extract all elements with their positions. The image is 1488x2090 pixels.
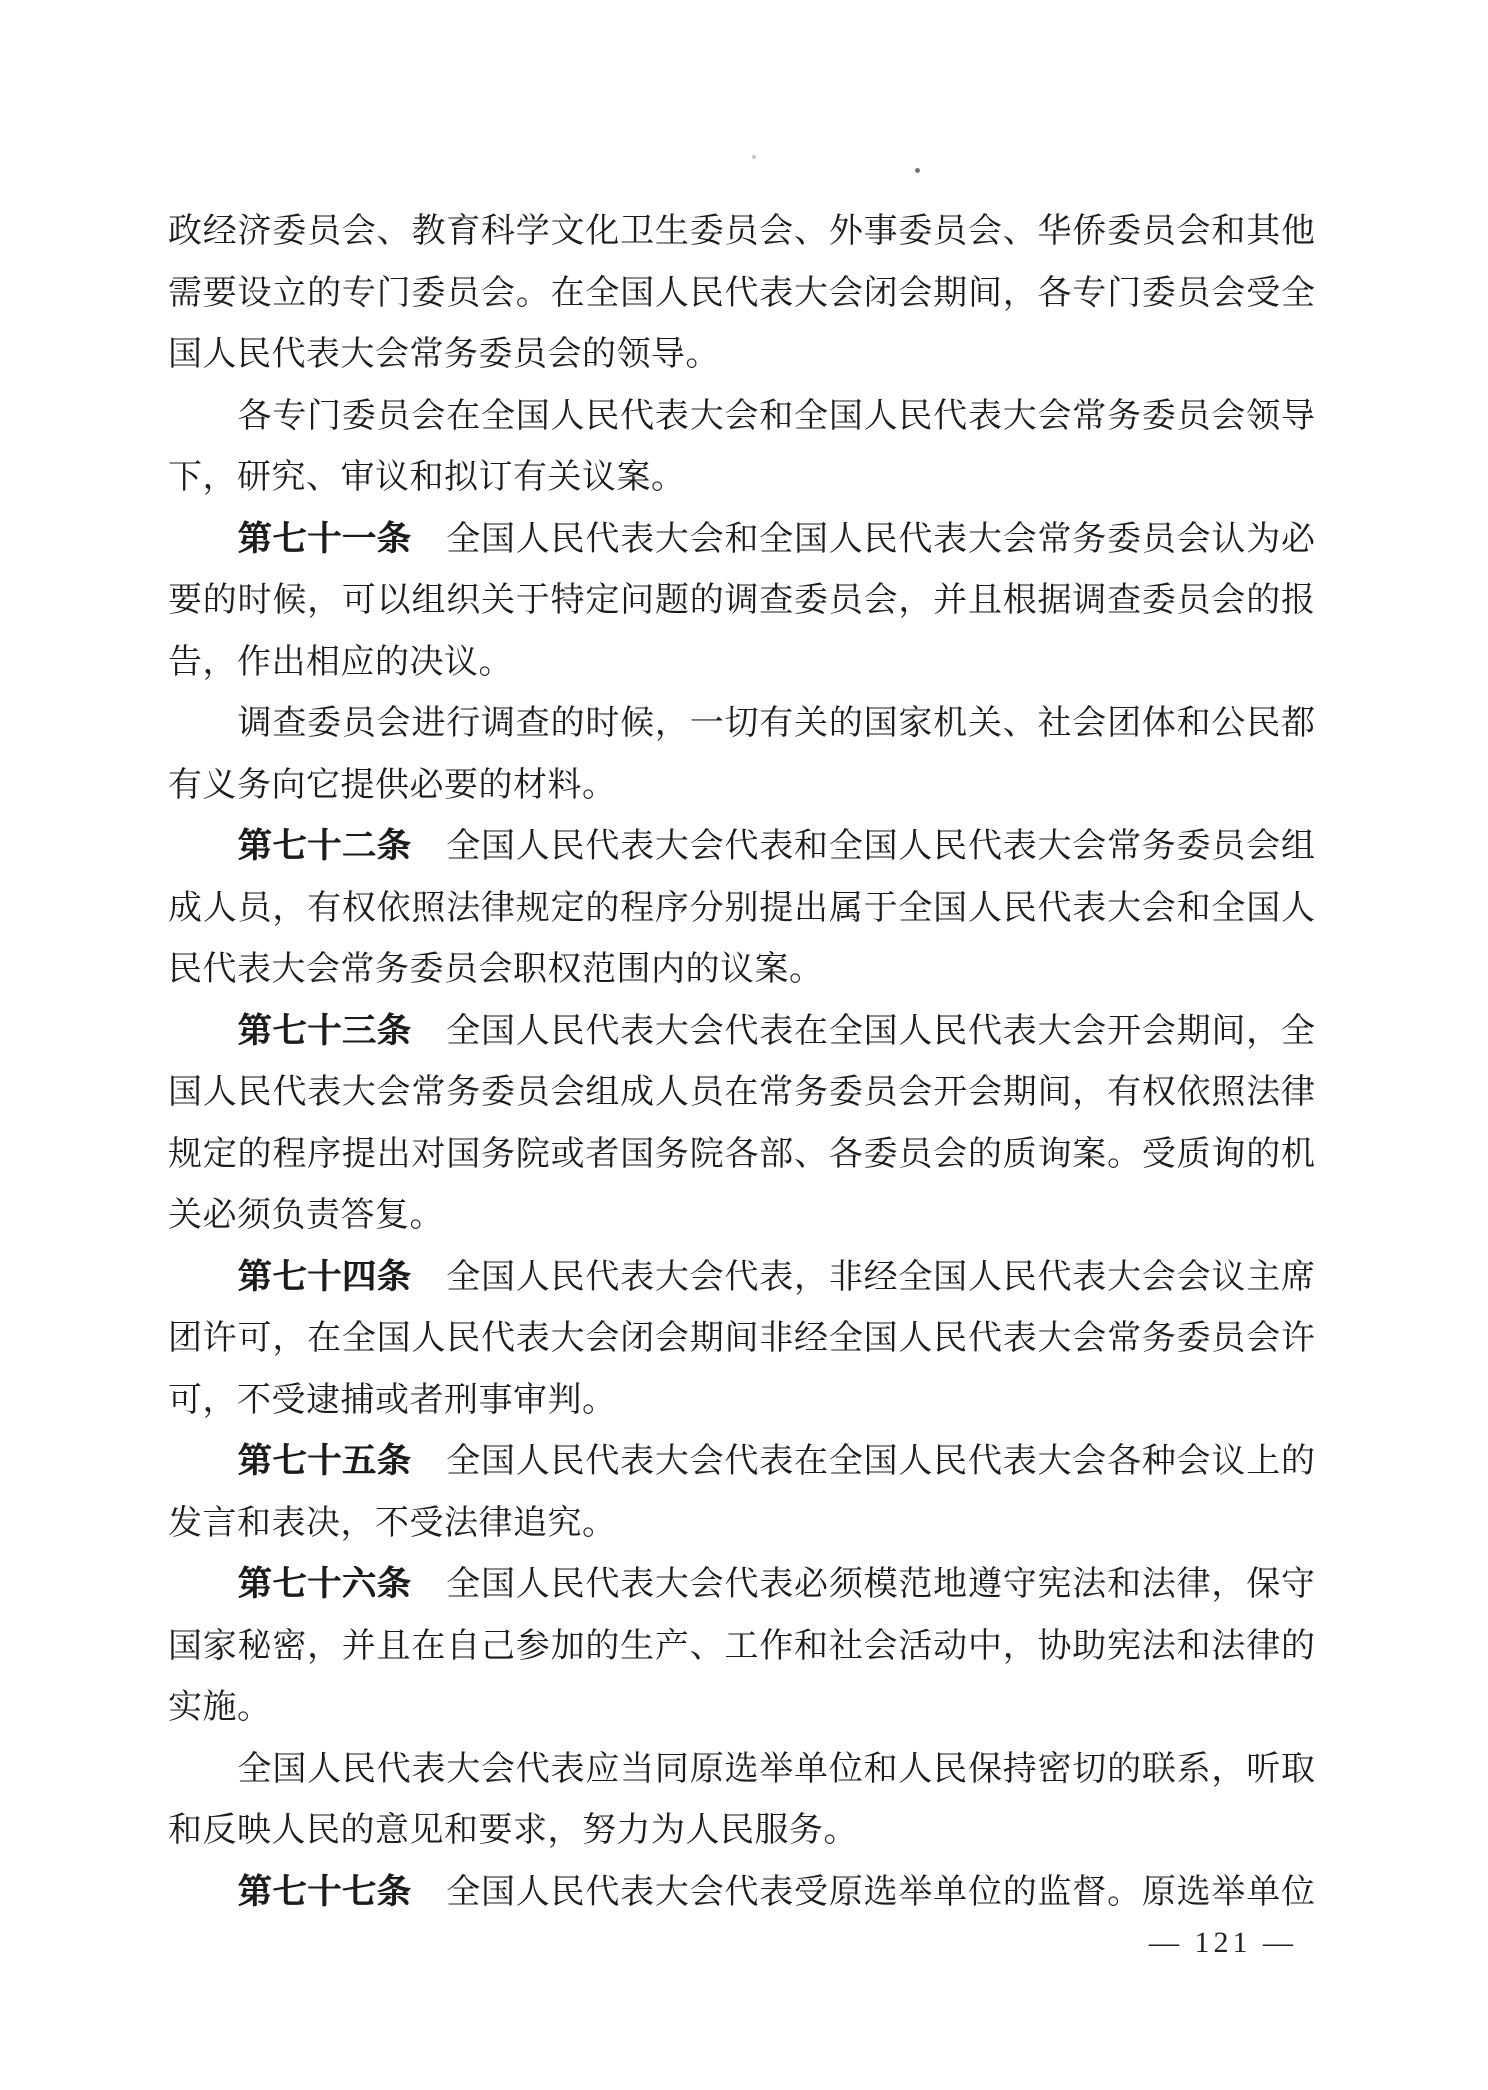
article-number: 第七十五条 bbox=[237, 1443, 412, 1480]
text-line: 政经济委员会、教育科学文化卫生委员会、外事委员会、华侨委员会和其他 bbox=[168, 213, 1315, 250]
text-line: 团许可，在全国人民代表大会闭会期间非经全国人民代表大会常务委员会许 bbox=[168, 1320, 1315, 1357]
article-number: 第七十六条 bbox=[237, 1566, 412, 1603]
body-text bbox=[168, 201, 1315, 1923]
text-line: 可，不受逮捕或者刑事审判。 bbox=[168, 1381, 617, 1419]
text-line: 需要设立的专门委员会。在全国人民代表大会闭会期间，各专门委员会受全 bbox=[168, 274, 1315, 312]
article-heading-line: 第七十三条 全国人民代表大会代表在全国人民代表大会开会期间，全 bbox=[237, 1012, 1315, 1050]
article-heading-line: 第七十一条 全国人民代表大会和全国人民代表大会常务委员会认为必 bbox=[237, 520, 1315, 558]
text-line: 规定的程序提出对国务院或者国务院各部、各委员会的质询案。受质询的机 bbox=[168, 1135, 1315, 1173]
text-line: 国家秘密，并且在自己参加的生产、工作和社会活动中，协助宪法和法律的 bbox=[168, 1627, 1315, 1665]
article-heading-line: 第七十五条 全国人民代表大会代表在全国人民代表大会各种会议上的 bbox=[237, 1443, 1315, 1480]
article-number: 第七十七条 bbox=[237, 1873, 412, 1911]
article-number: 第七十三条 bbox=[237, 1012, 412, 1050]
text-line: 下，研究、审议和拟订有关议案。 bbox=[168, 459, 686, 496]
text-line: 国人民代表大会常务委员会组成人员在常务委员会开会期间，有权依照法律 bbox=[168, 1074, 1315, 1111]
text-line: 国人民代表大会常务委员会的领导。 bbox=[168, 336, 720, 373]
text-line: 有义务向它提供必要的材料。 bbox=[168, 766, 617, 804]
article-number: 第七十二条 bbox=[237, 828, 412, 865]
text-line: 民代表大会常务委员会职权范围内的议案。 bbox=[168, 951, 824, 988]
page-number: — 121 — bbox=[1149, 1926, 1297, 1959]
article-number: 第七十四条 bbox=[237, 1258, 412, 1296]
scan-speck bbox=[752, 155, 756, 159]
text-line: 要的时候，可以组织关于特定问题的调查委员会，并且根据调查委员会的报 bbox=[168, 582, 1315, 619]
article-heading-line: 第七十七条 全国人民代表大会代表受原选举单位的监督。原选举单位 bbox=[237, 1873, 1315, 1911]
article-heading-line: 第七十四条 全国人民代表大会代表，非经全国人民代表大会会议主席 bbox=[237, 1258, 1315, 1296]
text-line: 和反映人民的意见和要求，努力为人民服务。 bbox=[168, 1812, 858, 1849]
scan-speck bbox=[915, 168, 920, 173]
text-line: 调查委员会进行调查的时候，一切有关的国家机关、社会团体和公民都 bbox=[168, 705, 1315, 742]
article-number: 第七十一条 bbox=[237, 520, 412, 558]
text-line: 关必须负责答复。 bbox=[168, 1197, 444, 1234]
text-line: 成人员，有权依照法律规定的程序分别提出属于全国人民代表大会和全国人 bbox=[168, 889, 1315, 927]
article-heading-line: 第七十六条 全国人民代表大会代表必须模范地遵守宪法和法律，保守 bbox=[237, 1566, 1315, 1603]
text-line: 各专门委员会在全国人民代表大会和全国人民代表大会常务委员会领导 bbox=[168, 397, 1315, 435]
text-line: 实施。 bbox=[168, 1689, 272, 1726]
text-line: 发言和表决，不受法律追究。 bbox=[168, 1504, 617, 1542]
text-line: 全国人民代表大会代表应当同原选举单位和人民保持密切的联系，听取 bbox=[168, 1750, 1315, 1788]
article-heading-line: 第七十二条 全国人民代表大会代表和全国人民代表大会常务委员会组 bbox=[237, 828, 1315, 865]
text-line: 告，作出相应的决议。 bbox=[168, 643, 513, 681]
